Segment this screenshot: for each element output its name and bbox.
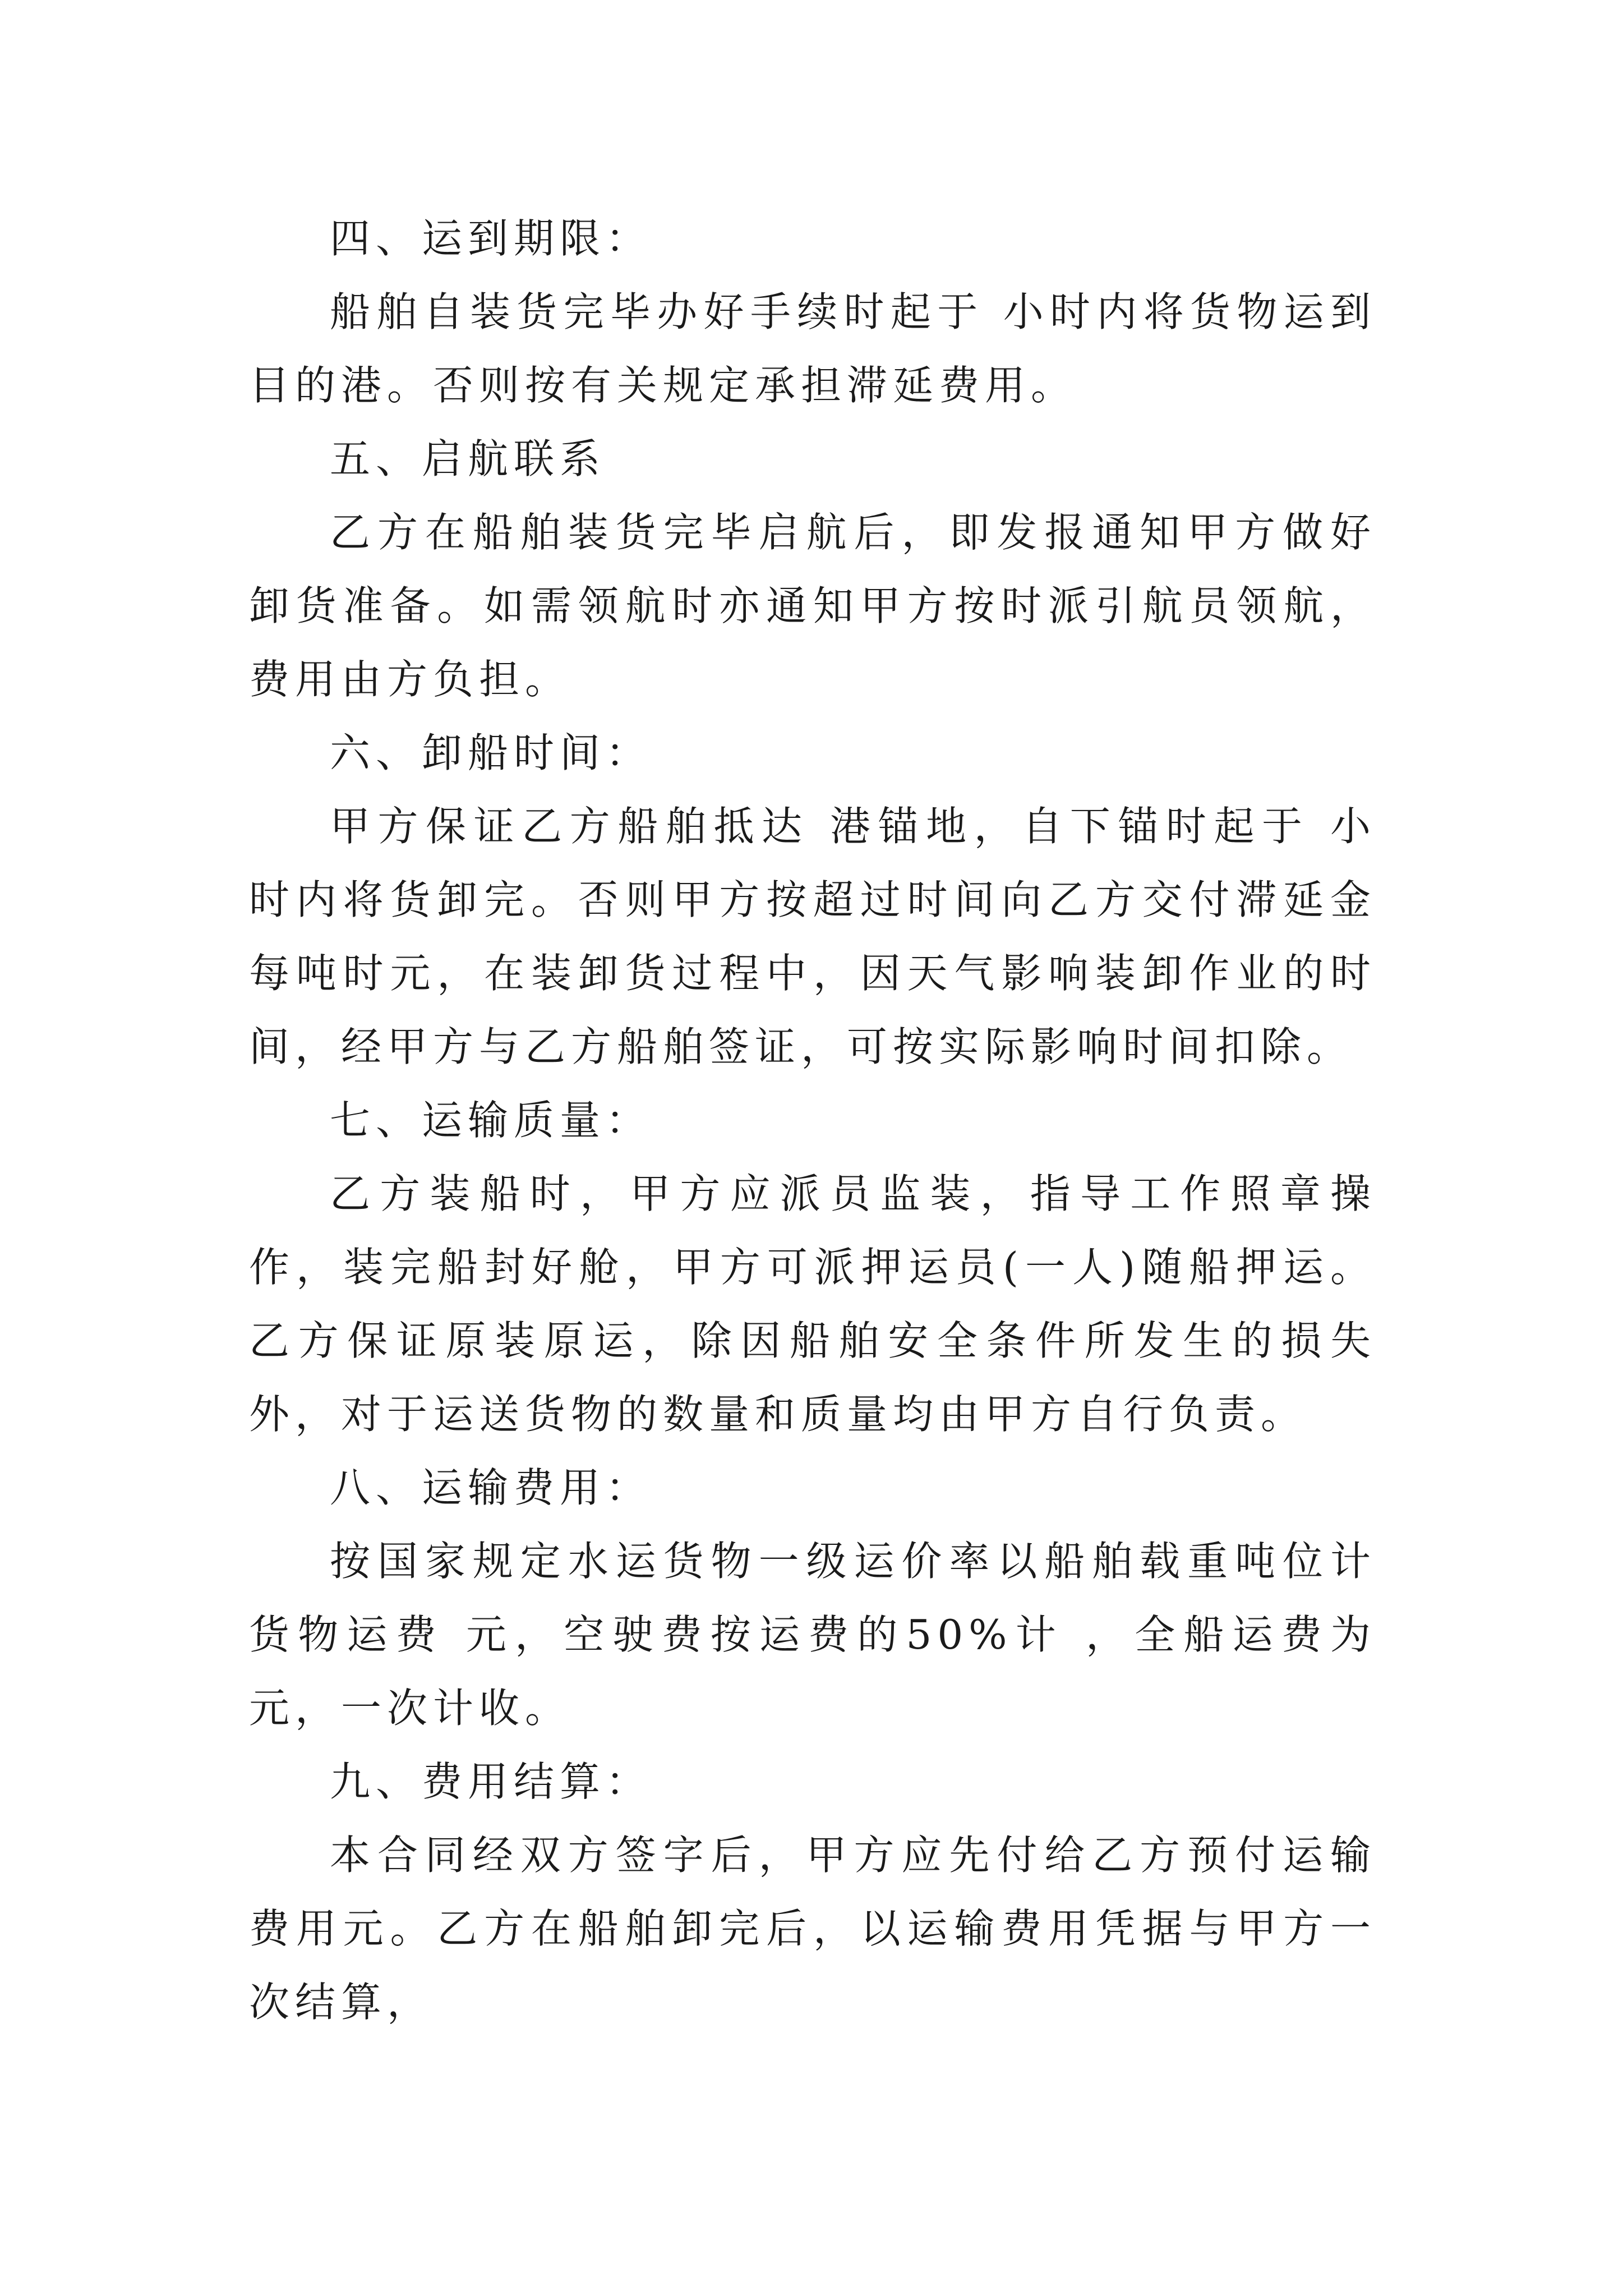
- section-heading-fee-settlement: 九、费用结算：: [330, 1758, 652, 1805]
- section-heading-transport-fees: 八、运输费用：: [330, 1464, 652, 1511]
- section-heading-delivery-period: 四、运到期限：: [330, 215, 652, 262]
- section-text-fee-settlement: 本合同经双方签字后，甲方应先付给乙方预付运输费用元。乙方在船舶卸完后，以运输费用凭据与甲方一次结算，: [249, 1832, 1376, 2026]
- section-heading-departure-contact: 五、启航联系: [330, 435, 606, 482]
- section-text-departure-contact: 乙方在船舶装货完毕启航后，即发报通知甲方做好卸货准备。如需领航时亦通知甲方按时派引航员领航，费用由方负担。: [249, 509, 1376, 703]
- section-text-transport-fees: 按国家规定水运货物一级运价率以船舶载重吨位计货物运费 元，空驶费按运费的50%计 ，全船运费为 元，一次计收。: [249, 1538, 1395, 1732]
- section-heading-transport-quality: 七、运输质量：: [330, 1097, 652, 1144]
- document-body: [249, 202, 1395, 2039]
- section-heading-unloading-time: 六、卸船时间：: [330, 729, 652, 776]
- section-text-unloading-time: 甲方保证乙方船舶抵达 港锚地，自下锚时起于 小时内将货卸完。否则甲方按超过时间向乙方交付滞延金每吨时元，在装卸货过程中，因天气影响装卸作业的时间，经甲方与乙方船舶签证，可按实际影响时间扣除。: [249, 803, 1376, 1070]
- section-text-transport-quality: 乙方装船时，甲方应派员监装，指导工作照章操作，装完船封好舱，甲方可派押运员(一人)随船押运。乙方保证原装原运，除因船舶安全条件所发生的损失外，对于运送货物的数量和质量均由甲方自行负责。: [249, 1170, 1376, 1438]
- section-text-delivery-period: 船舶自装货完毕办好手续时起于 小时内将货物运到目的港。否则按有关规定承担滞延费用。: [249, 288, 1376, 409]
